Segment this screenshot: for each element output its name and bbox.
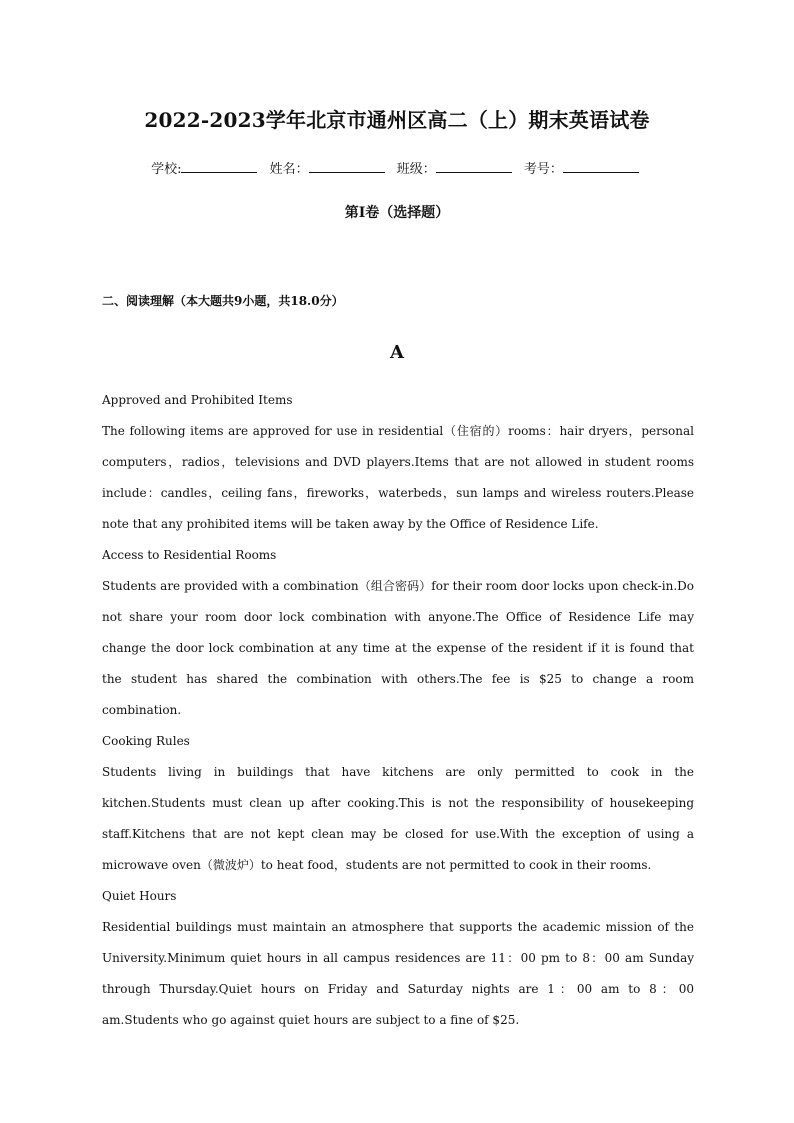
passage-paragraph: Students are provided with a combination（组合密码）for their room door locks upon check-in.Do not share your room door lock combination with anyone.The Office of Residence Life may change the door lock combination at any time at the expense of the resident if it is found that the student has shared the combination with others.The fee is $25 to change a room combination. <box>102 579 694 717</box>
section-heading: 二、阅读理解（本大题共9小题，共18.0分） <box>102 294 344 308</box>
exam-number-label: 考号： <box>523 162 563 177</box>
volume-title: 第I卷（选择题） <box>344 205 450 221</box>
student-info-row <box>0 158 794 177</box>
passage-subheading: Approved and Prohibited Items <box>102 393 293 407</box>
exam-number-field <box>524 158 643 177</box>
passage-subheading: Cooking Rules <box>102 734 190 748</box>
school-blank[interactable] <box>181 160 257 173</box>
passage-body <box>102 385 694 1036</box>
passage-paragraph: Residential buildings must maintain an atmosphere that supports the academic mission of the University.Minimum quiet hours in all campus residences are 11：00 pm to 8：00 am Sunday through Thursday.Quiet hours on Friday and Saturday nights are 1：00 am to 8：00 am.Students who go against quiet hours are subject to a fine of $25. <box>102 920 694 1027</box>
passage-subheading: Quiet Hours <box>102 889 177 903</box>
passage-paragraph: Students living in buildings that have kitchens are only permitted to cook in the kitchen.Students must clean up after cooking.This is not the responsibility of housekeeping staff.Kitchens that are not kept clean may be closed for use.With the exception of using a microwave oven（微波炉）to heat food，students are not permitted to cook in their rooms. <box>102 765 694 872</box>
school-label: 学校: <box>151 162 182 177</box>
exam-number-blank[interactable] <box>563 160 639 173</box>
school-field <box>151 158 261 177</box>
passage-letter: A <box>390 342 404 363</box>
class-blank[interactable] <box>436 160 512 173</box>
name-blank[interactable] <box>309 160 385 173</box>
passage-paragraph: The following items are approved for use in residential（住宿的）rooms：hair dryers，personal computers，radios，televisions and DVD players.Items that are not allowed in student rooms include：candles，ceiling fans，fireworks，waterbeds，sun lamps and wireless routers.Please note that any prohibited items will be taken away by the Office of Residence Life. <box>102 424 694 531</box>
name-label: 姓名： <box>269 162 309 177</box>
class-label: 班级： <box>396 162 436 177</box>
name-field <box>270 158 389 177</box>
passage-subheading: Access to Residential Rooms <box>102 548 277 562</box>
exam-title: 2022-2023学年北京市通州区高二（上）期末英语试卷 <box>144 108 650 132</box>
class-field <box>397 158 516 177</box>
